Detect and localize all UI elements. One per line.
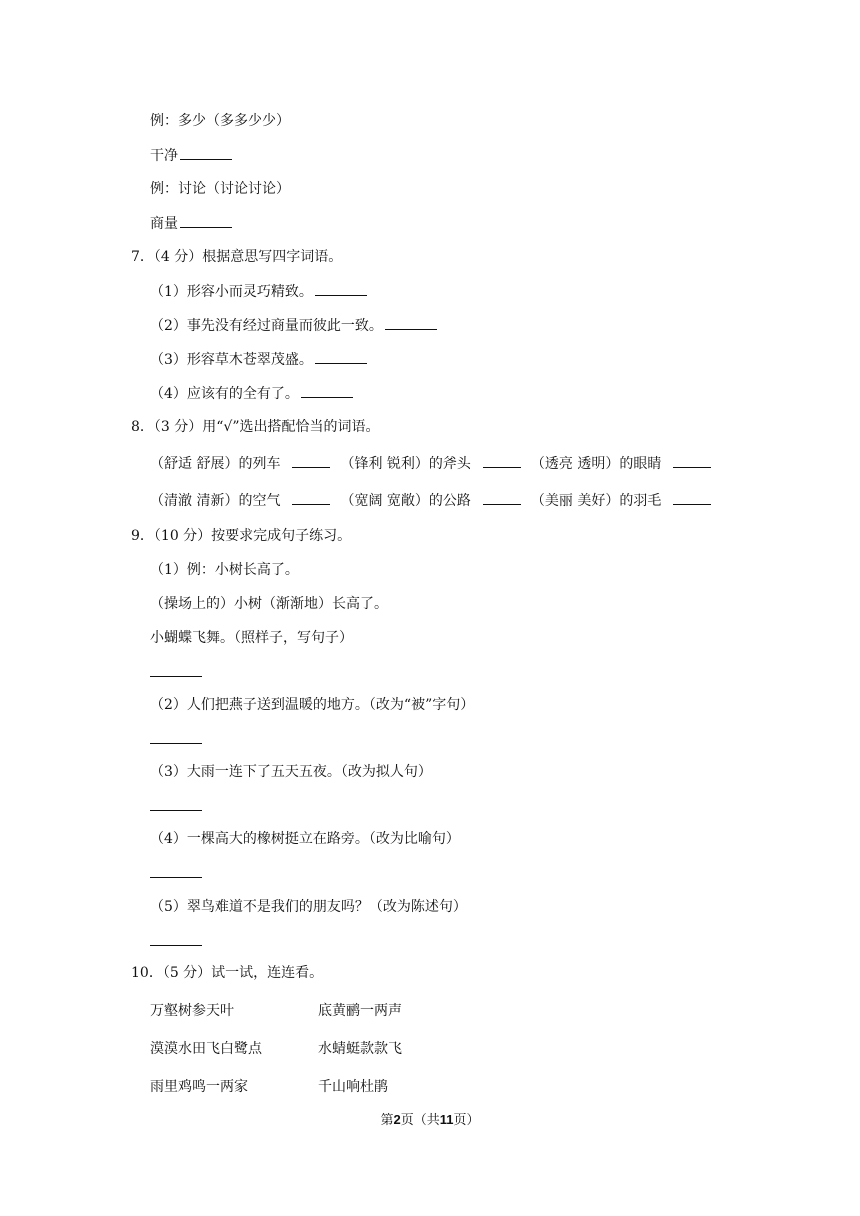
match-left-item[interactable]: 雨里鸡鸣一两家 [150, 1079, 248, 1095]
answer-line[interactable] [150, 676, 202, 677]
match-right-item[interactable]: 水蜻蜓款款飞 [318, 1041, 402, 1057]
q8-choice: （美丽 美好）的羽毛 [530, 493, 662, 509]
answer-blank[interactable] [673, 454, 711, 468]
answer-blank[interactable] [180, 214, 232, 228]
q7-item-text: （3）形容草木苍翠茂盛。 [150, 352, 313, 368]
answer-blank[interactable] [385, 316, 437, 330]
footer-text: 第 [380, 1113, 394, 1128]
match-left-item[interactable]: 万壑树参天叶 [150, 1003, 234, 1019]
q9-item: （3）大雨一连下了五天五夜。（改为拟人句） [150, 764, 432, 780]
example-line: 例：多少（多多少少） [150, 113, 290, 129]
answer-blank[interactable] [483, 454, 521, 468]
word-prompt [150, 146, 232, 165]
q8-choice: （宽阔 宽敞）的公路 [340, 493, 471, 509]
q8-choice: （锋利 锐利）的斧头 [340, 456, 471, 472]
q9-item: （2）人们把燕子送到温暖的地方。（改为“被”字句） [150, 697, 475, 713]
answer-blank[interactable] [292, 454, 330, 468]
q7-item-text: （2）事先没有经过商量而彼此一致。 [150, 318, 383, 334]
answer-line[interactable] [150, 810, 202, 811]
answer-blank[interactable] [315, 282, 367, 296]
word-label: 干净 [150, 148, 178, 164]
match-right-item[interactable]: 千山响杜鹃 [318, 1079, 388, 1095]
answer-blank[interactable] [673, 491, 711, 505]
answer-blank[interactable] [301, 384, 353, 398]
answer-blank[interactable] [292, 491, 330, 505]
match-left-item[interactable]: 漠漠水田飞白鹭点 [150, 1041, 262, 1057]
q7-item [150, 316, 437, 335]
page-number: 2 [393, 1112, 401, 1127]
page-footer [0, 1111, 860, 1130]
q8-choice: （清澈 清新）的空气 [150, 493, 281, 509]
q8-choice: （透亮 透明）的眼睛 [530, 456, 662, 472]
answer-line[interactable] [150, 877, 202, 878]
q8-row [150, 454, 711, 473]
example-line: 例：讨论（讨论讨论） [150, 181, 290, 197]
q7-item [150, 282, 367, 301]
q9-item: （1）例：小树长高了。 [150, 562, 299, 578]
word-prompt [150, 214, 232, 233]
q9-item: （4）一棵高大的橡树挺立在路旁。（改为比喻句） [150, 831, 460, 847]
total-pages: 11 [439, 1112, 454, 1127]
match-right-item[interactable]: 底黄鹂一两声 [318, 1003, 402, 1019]
q9-task: 小蝴蝶飞舞。（照样子，写句子） [150, 630, 353, 646]
answer-blank[interactable] [483, 491, 521, 505]
word-label: 商量 [150, 216, 178, 232]
answer-line[interactable] [150, 743, 202, 744]
question-10-title: 10．（5 分）试一试，连连看。 [131, 965, 324, 981]
answer-blank[interactable] [315, 350, 367, 364]
q9-example: （操场上的）小树（渐渐地）长高了。 [150, 596, 388, 612]
answer-line[interactable] [150, 945, 202, 946]
question-8-title: 8．（3 分）用“√”选出搭配恰当的词语。 [131, 419, 380, 435]
q7-item-text: （4）应该有的全有了。 [150, 386, 299, 402]
q8-choice: （舒适 舒展）的列车 [150, 456, 281, 472]
question-9-title: 9．（10 分）按要求完成句子练习。 [131, 528, 352, 544]
q7-item [150, 384, 353, 403]
q9-item: （5）翠鸟难道不是我们的朋友吗？（改为陈述句） [150, 899, 467, 915]
footer-text: 页（共 [400, 1113, 440, 1128]
q7-item-text: （1）形容小而灵巧精致。 [150, 284, 313, 300]
answer-blank[interactable] [180, 146, 232, 160]
question-7-title: 7．（4 分）根据意思写四字词语。 [131, 249, 343, 265]
footer-text: 页） [453, 1113, 480, 1128]
q8-row [150, 491, 711, 510]
q7-item [150, 350, 367, 369]
